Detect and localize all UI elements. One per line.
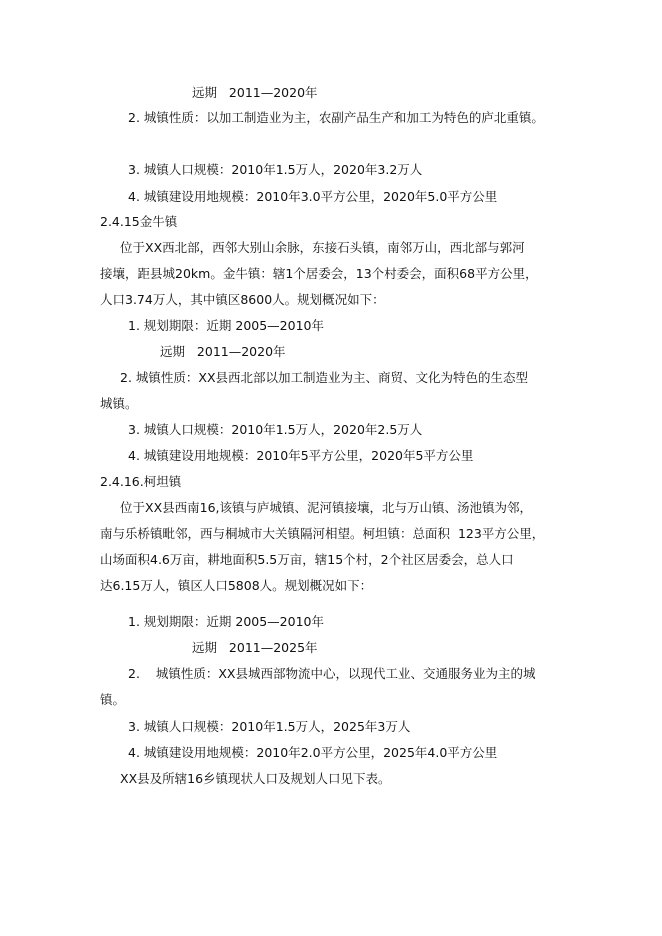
text-line: 3. 城镇人口规模：2010年1.5万人，2020年2.5万人 xyxy=(128,422,423,437)
text-line: 南与乐桥镇毗邻，西与桐城市大关镇隔河相望。柯坦镇：总面积 123平方公里， xyxy=(100,526,545,541)
text-line: 远期 2011—2020年 xyxy=(160,344,286,359)
text-line: 位于XX县西南16,该镇与庐城镇、泥河镇接壤，北与万山镇、汤池镇为邻， xyxy=(120,500,533,515)
text-line: 3. 城镇人口规模：2010年1.5万人，2025年3万人 xyxy=(128,719,411,734)
text-line: 1. 规划期限：近期 2005—2010年 xyxy=(128,614,324,629)
text-line: 山场面积4.6万亩，耕地面积5.5万亩，辖15个村，2个社区居委会，总人口 xyxy=(100,552,514,567)
text-line: 1. 规划期限：近期 2005—2010年 xyxy=(128,318,324,333)
text-line: 3. 城镇人口规模：2010年1.5万人，2020年3.2万人 xyxy=(128,162,423,177)
text-line: 位于XX西北部，西邻大别山余脉，东接石头镇，南邻万山，西北部与郭河 xyxy=(120,240,525,255)
text-line: 4. 城镇建设用地规模：2010年5平方公里，2020年5平方公里 xyxy=(128,448,474,463)
text-line: 4. 城镇建设用地规模：2010年2.0平方公里，2025年4.0平方公里 xyxy=(128,745,498,760)
section-heading: 2.4.15金牛镇 xyxy=(100,214,178,229)
text-line: 人口3.74万人，其中镇区8600人。规划概况如下： xyxy=(100,292,385,307)
text-line: 接壤，距县城20km。金牛镇：辖1个居委会，13个村委会，面积68平方公里， xyxy=(100,266,538,281)
text-line: 达6.15万人，镇区人口5808人。规划概况如下： xyxy=(100,578,373,593)
text-line: 城镇。 xyxy=(100,396,138,411)
text-line: XX县及所辖16乡镇现状人口及规划人口见下表。 xyxy=(120,771,391,786)
text-line: 4. 城镇建设用地规模：2010年3.0平方公里，2020年5.0平方公里 xyxy=(128,189,498,204)
text-line: 2. 城镇性质：以加工制造业为主，农副产品生产和加工为特色的庐北重镇。 xyxy=(128,110,544,125)
section-heading: 2.4.16.柯坦镇 xyxy=(100,474,182,489)
text-line: 2. 城镇性质：XX县城西部物流中心，以现代工业、交通服务业为主的城 xyxy=(128,666,536,681)
text-line: 远期 2011—2025年 xyxy=(192,640,318,655)
text-line: 2. 城镇性质：XX县西北部以加工制造业为主、商贸、文化为特色的生态型 xyxy=(120,370,529,385)
text-line: 镇。 xyxy=(100,692,126,707)
text-line: 远期 2011—2020年 xyxy=(192,85,318,100)
